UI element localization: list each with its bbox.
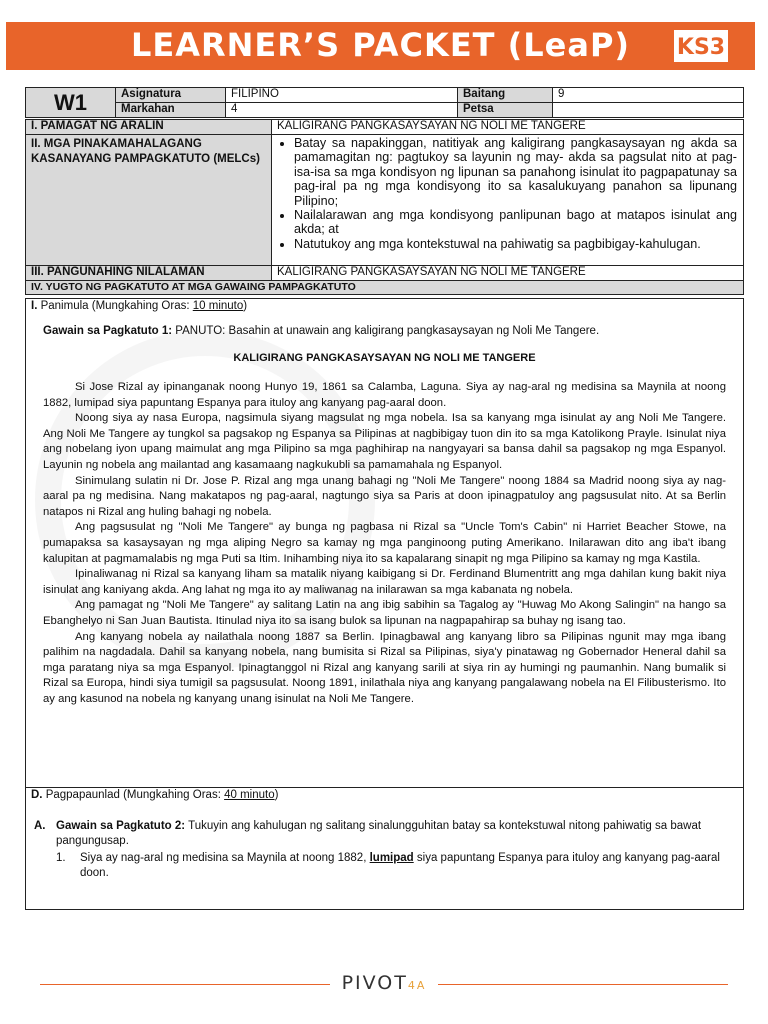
date-label: Petsa (458, 103, 553, 118)
paragraph: Ipinaliwanag ni Rizal sa kanyang liham sa matalik niyang kaibigang si Dr. Ferdinand Blumentritt ang mga dahilan kung bakit niya isinulat ang kaniyang akda. Ang lahat ng mga ito ay maliwanag na inilarawan sa mga kabanata ng nobela. (43, 568, 726, 596)
intro-header (31, 299, 726, 314)
paragraph: Ang pagsusulat ng "Noli Me Tangere" ay bunga ng pagbasa ni Rizal sa "Uncle Tom's Cabin" ni Harriet Beacher Stowe, na pumapaksa sa kasaysayan ng mga aliping Negro sa kamay ng mga panginoong puting Amerikano. Inilarawan dito ang iba't ibang kalupitan at pagmamalabis ng mga Puti sa Itim. Inihambing niya ito sa kapalarang sinapit ng mga Pilipino sa kamay ng mga Kastila. (43, 521, 726, 565)
melc-label: II. MGA PINAKAMAHALAGANG KASANAYANG PAMPAGKATUTO (MELCs) (26, 135, 272, 266)
question-1-text (80, 851, 726, 881)
paragraph: Sinimulang sulatin ni Dr. Jose P. Rizal ang mga unang bahagi ng "Noli Me Tangere" noong 1884 sa Madrid noong siya ay nag-aaral pa ng medisina. Nang makatapos ng pag-aaral, nagtungo siya sa Paris at doon ipinagpatuloy ang pagsusulat nito. At sa Berlin natapos ni Rizal ang huling bahagi ng nobela. (43, 474, 726, 518)
intro-time: 10 minuto (192, 300, 244, 312)
reading-body (43, 380, 726, 707)
intro-time-prefix: (Mungkahing Oras: (91, 300, 193, 312)
question-1 (56, 851, 726, 881)
intro-name: Panimula (40, 300, 89, 312)
grade-label: Baitang (458, 88, 553, 103)
activity-2-text: Tukuyin ang kahulugan ng salitang sinalungguhitan batay sa kontekstuwal nitong pahiwatig sa bawat pangungusap. (56, 820, 702, 847)
paragraph: Noong siya ay nasa Europa, nagsimula siyang magsulat ng mga nobela. Isa sa kanyang mga isinulat ay ang Noli Me Tangere. Ang Noli Me Tangere ay tungkol sa pagsakop ng Espanya sa Pilipinas at nagbibigay tuon din ito sa mga Katolikong Prayle. Isinulat niya ang nobelang iyon upang maimulat ang mga Pilipino sa mga paghihirap na nangyayari sa bansa dahil sa pagsakop ng mga Espanyol. Layunin ng nobela ang mailantad ang kasamaang nagkukubli sa pamamahala ng Espanyol. (43, 412, 726, 471)
quarter-value: 4 (226, 103, 458, 118)
lesson-title-label: I. PAMAGAT NG ARALIN (26, 120, 272, 135)
develop-header (31, 788, 726, 803)
develop-time: 40 minuto (224, 789, 275, 801)
info-table (25, 87, 744, 118)
paragraph: Ang pamagat ng "Noli Me Tangere" ay salitang Latin na ang ibig sabihin sa Tagalog ay "Huwag Mo Akong Salingin" na hango sa Ebanghelyo ni San Juan Bautista. Itinulad niya ito sa isang bulok sa lipunan na nagpapahirap sa buhay ng isang tao. (43, 599, 726, 627)
melc-item: • Batay sa napakinggan, natitiyak ang kaligirang pangkasaysayan ng akda sa pamamagitan ng: pagtukoy sa layunin ng may- akda sa pagsulat nito at pag-isa-isa sa mga kondisyon ng lipunan sa panahong isinulat ito pagpapatunay sa pag-iral pa ng mga kondisyong ito sa kasalukuyang panahon sa lipunang Pilipino; (294, 136, 737, 208)
activity-2 (34, 819, 726, 849)
melc-item: • Natutukoy ang mga kontekstuwal na pahiwatig sa pagbibigay-kahulugan. (294, 237, 737, 251)
develop-time-prefix: (Mungkahing Oras: (123, 789, 225, 801)
activity-2-label: Gawain sa Pagkatuto 2: (56, 820, 186, 832)
melc-item: • Nailalarawan ang mga kondisyong panlipunan bago at matapos isinulat ang akda; at (294, 208, 737, 237)
subject-label: Asignatura (116, 88, 226, 103)
paragraph: Ang kanyang nobela ay nailathala noong 1887 sa Berlin. Ipinagbawal ang kanyang libro sa Pilipinas ngunit may mga ibang palihim na nagdadala. Dahil sa kanyang nobela, nang bumisita si Rizal sa Pilipinas, siya'y pinatawag ng Gobernador Heneral dahil sa mga paratang niya sa mga Espanyol. Ipinagtanggol ni Rizal ang kanyang sarili at siya rin ay humingi ng paumanhin. Nang bumalik si Rizal sa Europa, hindi siya tumigil sa pagsusulat. Noong 1891, inilathala niya ang kanyang pangalawang nobela na El Filibusterismo. Ito ay ang kasunod na nobela ng kanyang unang isinulat na Noli Me Tangere. (43, 630, 726, 705)
pivot-brand: PIVOT (341, 972, 408, 994)
header-banner (6, 14, 755, 72)
footer (0, 972, 768, 994)
activity-1-label: Gawain sa Pagkatuto 1: (43, 325, 173, 337)
develop-time-suffix: ) (274, 789, 279, 801)
activity-2-instruction (56, 819, 726, 849)
develop-letter: D. (31, 789, 43, 801)
reading-heading: KALIGIRANG PANGKASAYSAYAN NG NOLI ME TANGERE (233, 352, 536, 364)
develop-name: Pagpapaunlad (45, 789, 120, 801)
question-1-number: 1. (56, 852, 66, 864)
paragraph: Si Jose Rizal ay ipinanganak noong Hunyo 19, 1861 sa Calamba, Laguna. Siya ay nag-aral ng medisina sa Maynila at noong 1882, lumipad siya papuntang Espanya para ituloy ang kanyang pag-aaral doon. (43, 381, 726, 409)
content-value: KALIGIRANG PANGKASAYSAYAN NG NOLI ME TANGERE (272, 266, 744, 281)
grade-value: 9 (553, 88, 744, 103)
content-label: III. PANGUNAHING NILALAMAN (26, 266, 272, 281)
activity-1-text: PANUTO: Basahin at unawain ang kaligirang pangkasaysayan ng Noli Me Tangere. (172, 325, 600, 337)
melc-list (278, 136, 737, 251)
activity-1 (43, 324, 726, 339)
intro-section (25, 298, 744, 788)
development-section (25, 787, 744, 910)
activity-2-letter: A. (34, 820, 46, 832)
week-label: W1 (26, 88, 116, 118)
pivot-suffix: 4A (407, 979, 427, 992)
melc-cell (272, 135, 744, 266)
question-1-before: Siya ay nag-aral ng medisina sa Maynila at noong 1882, (80, 852, 370, 864)
intro-letter: I. (31, 300, 38, 312)
date-value (553, 103, 744, 118)
key-stage-badge: KS3 (672, 28, 730, 64)
question-1-after: siya papuntang Espanya para ituloy ang kanyang pag-aaral doon. (80, 852, 720, 879)
subject-value: FILIPINO (226, 88, 458, 103)
lesson-title-value: KALIGIRANG PANGKASAYSAYAN NG NOLI ME TANGERE (272, 120, 744, 135)
lesson-table (25, 119, 744, 295)
packet-title: LEARNER’S PACKET (LeaP) (130, 26, 631, 64)
intro-time-suffix: ) (243, 300, 248, 312)
quarter-label: Markahan (116, 103, 226, 118)
pivot-logo (342, 972, 427, 994)
question-1-word: lumipad (369, 852, 414, 864)
steps-label: IV. YUGTO NG PAGKATUTO AT MGA GAWAING PAMPAGKATUTO (26, 281, 744, 295)
